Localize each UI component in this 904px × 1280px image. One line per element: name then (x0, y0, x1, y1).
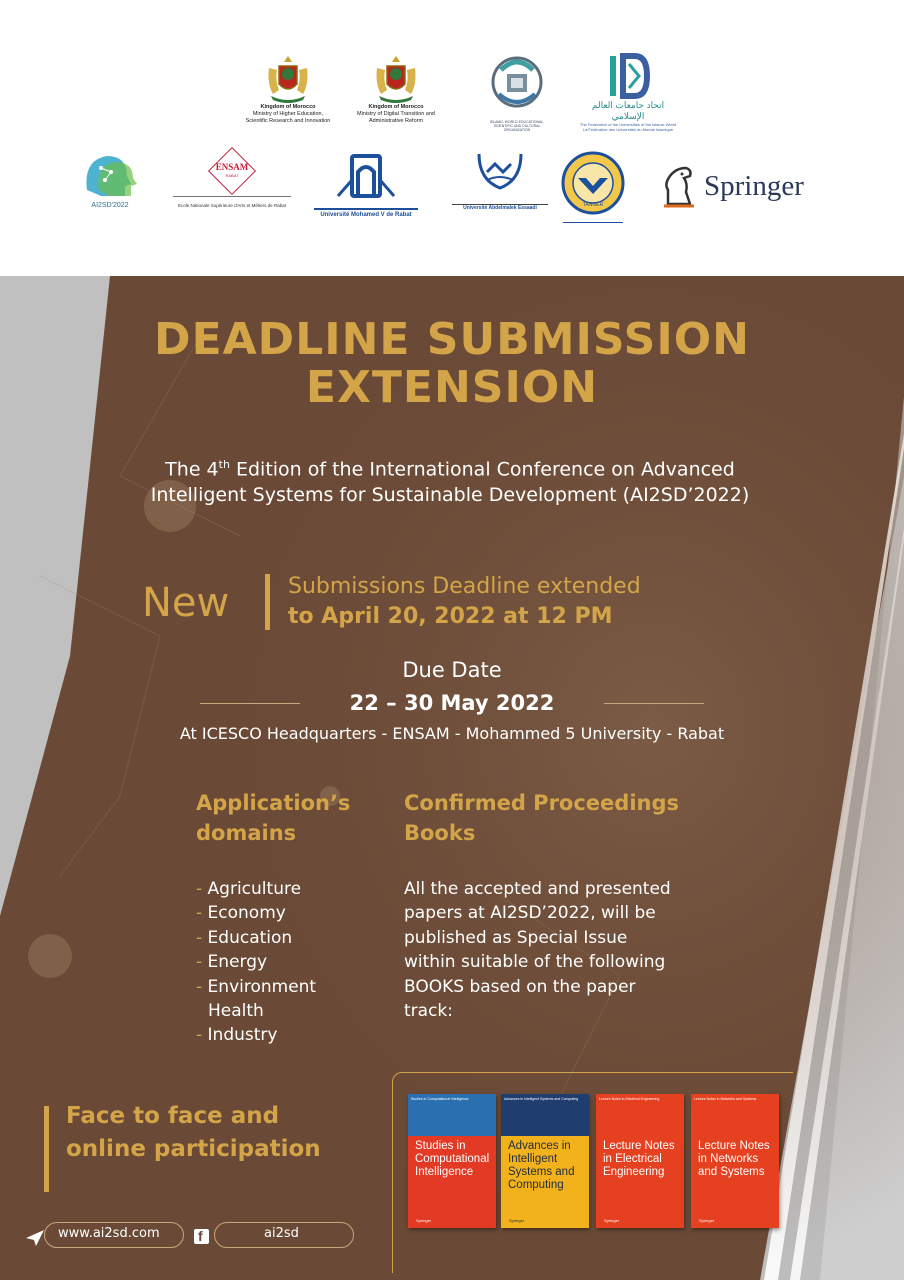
icesco-emblem-icon (489, 50, 545, 120)
venue: At ICESCO Headquarters - ENSAM - Mohammed 5 University - Rabat (179, 724, 725, 743)
ensam-logo (170, 150, 294, 208)
coat-of-arms-icon (373, 54, 419, 104)
fst-seal-text: TANGER (582, 202, 604, 208)
morocco-higher-ed-logo (240, 54, 336, 125)
book-publisher: Springer (416, 1218, 432, 1223)
cursor-icon (24, 1228, 46, 1248)
fumi-emblem-icon (605, 52, 651, 100)
um5-gate-icon (334, 150, 398, 200)
participation-mode: Face to face and online participation (66, 1103, 321, 1162)
new-label: New (142, 580, 230, 626)
list-item: - Economy (196, 903, 286, 924)
ensam-sub: RABAT (225, 173, 239, 178)
fumi-caption: The Federation of the Universities of the Islamic World La Fédération des Universités du Monde Islamique (579, 122, 677, 132)
icesco-caption: ISLAMIC WORLD EDUCATIONAL, SCIENTIFIC AND CULTURAL ORGANIZATION (489, 120, 545, 132)
springer-wordmark: Springer (704, 169, 804, 202)
books-description: All the accepted and presented papers at AI2SD’2022, will be published as Special Issue within suitable of the following BOOKS based on the paper track: (404, 879, 671, 1022)
book-band: Lecture Notes in Electrical Engineering (596, 1094, 684, 1136)
ministry-title: Kingdom of Morocco (260, 104, 316, 110)
book-title: Advances in Intelligent Systems and Computing (508, 1140, 575, 1191)
book-cover-aisc (501, 1094, 589, 1228)
book-publisher: Springer (699, 1218, 715, 1223)
due-date-rule-right (604, 703, 704, 704)
uae-emblem-icon (475, 150, 525, 192)
book-publisher: Springer (509, 1218, 525, 1223)
book-title: Lecture Notes in Networks and Systems (698, 1140, 770, 1178)
title-line-1: DEADLINE SUBMISSION (154, 314, 750, 365)
title-line-2: EXTENSION (305, 362, 599, 413)
sponsor-logos-header (0, 0, 904, 276)
domains-heading: Application’s domains (196, 791, 351, 845)
springer-horse-icon (660, 164, 698, 208)
fst-tanger-logo (556, 150, 630, 223)
ensam-diamond (207, 150, 257, 192)
um5-caption: Université Mohamed V de Rabat (320, 212, 412, 218)
ministry-name: Ministry of Higher Education, Scientific Research and Innovation (245, 111, 331, 124)
list-item: - Agriculture (196, 879, 302, 899)
book-title: Studies in Computational Intelligence (415, 1140, 490, 1178)
list-item: Health (208, 1001, 264, 1022)
ai2sd-logo (80, 150, 140, 209)
morocco-digital-logo (348, 54, 444, 125)
due-date: 22 – 30 May 2022 (349, 691, 555, 715)
ministry-title: Kingdom of Morocco (368, 104, 424, 110)
participation-divider (44, 1106, 49, 1192)
fumi-arabic: اتحاد جامعات العالم الإسلامي (591, 100, 665, 121)
book-band: Advances in Intelligent Systems and Computing (501, 1094, 589, 1136)
book-cover-lnee (596, 1094, 684, 1228)
book-title: Lecture Notes in Electrical Engineering (603, 1140, 675, 1178)
fst-seal-icon (560, 150, 626, 216)
book-cover-lnns (691, 1094, 779, 1228)
deadline-line-1: Submissions Deadline extended (288, 574, 641, 599)
fumi-logo (578, 52, 678, 132)
facebook-icon: f (194, 1229, 209, 1244)
springer-logo (660, 164, 830, 208)
list-item: - Industry (196, 1025, 278, 1046)
fst-arabic-line (563, 216, 623, 223)
website-url[interactable]: www.ai2sd.com (58, 1226, 160, 1241)
poster-title (0, 316, 904, 412)
conference-poster (0, 276, 904, 1280)
uae-caption: Université Abdelmalek Essaadi (463, 205, 537, 211)
book-cover-sci (408, 1094, 496, 1228)
conference-subtitle (150, 452, 750, 508)
ensam-mark: ENSAM (215, 162, 249, 172)
ai-head-icon (81, 150, 139, 202)
book-publisher: Springer (604, 1218, 620, 1223)
new-divider (265, 574, 270, 630)
um5-logo (310, 150, 422, 219)
list-item: - Education (196, 927, 293, 948)
due-date-label: Due Date (402, 658, 502, 682)
subtitle-pre: The 4 (165, 458, 219, 481)
deadline-extension (288, 572, 748, 632)
due-date-row (200, 686, 704, 720)
coat-of-arms-icon (265, 54, 311, 104)
books-heading: Confirmed Proceedings Books (404, 791, 679, 845)
ministry-name: Ministry of Digital Transition and Administrative Reform (357, 111, 435, 124)
subtitle-sup: th (218, 458, 230, 471)
book-band: Studies in Computational Intelligence (408, 1094, 496, 1136)
deadline-line-2: to April 20, 2022 at 12 PM (288, 604, 613, 629)
list-item: - Environment (196, 976, 317, 997)
list-item: - Energy (196, 952, 268, 973)
icesco-logo (482, 50, 552, 132)
ai2sd-caption: AI2SD'2022 (91, 202, 129, 209)
subtitle-post: Edition of the International Conference on Advanced Intelligent Systems for Sustainable Development (AI2SD’2022) (150, 458, 750, 507)
book-band: Lecture Notes in Networks and Systems (691, 1094, 779, 1136)
ensam-arabic-line (173, 196, 291, 203)
uae-logo (448, 150, 552, 212)
facebook-handle[interactable]: ai2sd (264, 1226, 299, 1241)
domains-list (196, 877, 396, 1048)
um5-arabic-line (314, 200, 418, 210)
ensam-caption: Ecole Nationale Supérieure d'Arts et Métiers de Rabat (178, 203, 286, 208)
uae-arabic-line (452, 192, 548, 205)
